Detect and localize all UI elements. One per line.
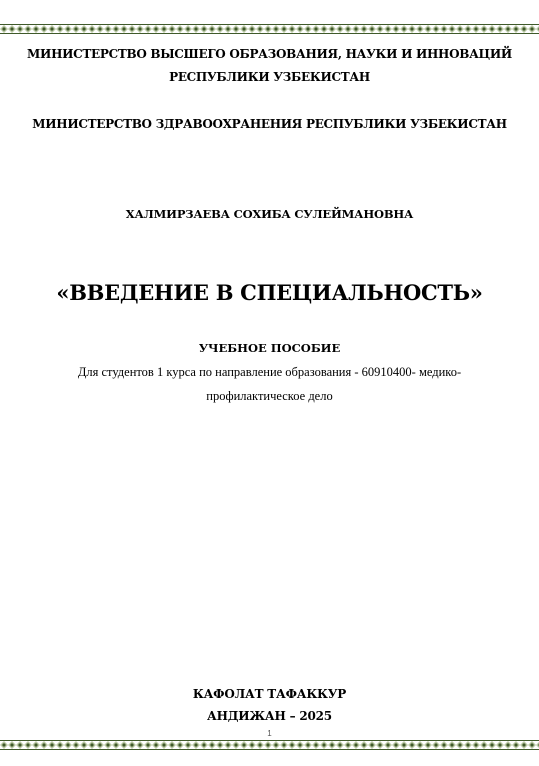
ministry-higher-education-line1: МИНИСТЕРСТВО ВЫСШЕГО ОБРАЗОВАНИЯ, НАУКИ И ИННОВАЦИЙ: [27, 47, 512, 61]
page-number: 1: [267, 729, 272, 738]
city-year: АНДИЖАН – 2025: [207, 709, 332, 723]
ministry-health: МИНИСТЕРСТВО ЗДРАВООХРАНЕНИЯ РЕСПУБЛИКИ УЗБЕКИСТАН: [32, 117, 507, 131]
document-subtitle: УЧЕБНОЕ ПОСОБИЕ: [198, 341, 341, 355]
author-name: ХАЛМИРЗАЕВА СОХИБА СУЛЕЙМАНОВНА: [125, 207, 414, 221]
bottom-ornamental-border: [0, 740, 539, 750]
description-line1: Для студентов 1 курса по направление образования - 60910400- медико-: [77, 365, 462, 379]
publisher-name: КАФОЛАТ ТАФАККУР: [192, 687, 347, 701]
top-ornamental-border: [0, 24, 539, 34]
description-line2: профилактическое дело: [206, 389, 333, 403]
ministry-higher-education-line2: РЕСПУБЛИКИ УЗБЕКИСТАН: [169, 70, 370, 84]
document-title: «ВВЕДЕНИЕ В СПЕЦИАЛЬНОСТЬ»: [56, 280, 483, 305]
